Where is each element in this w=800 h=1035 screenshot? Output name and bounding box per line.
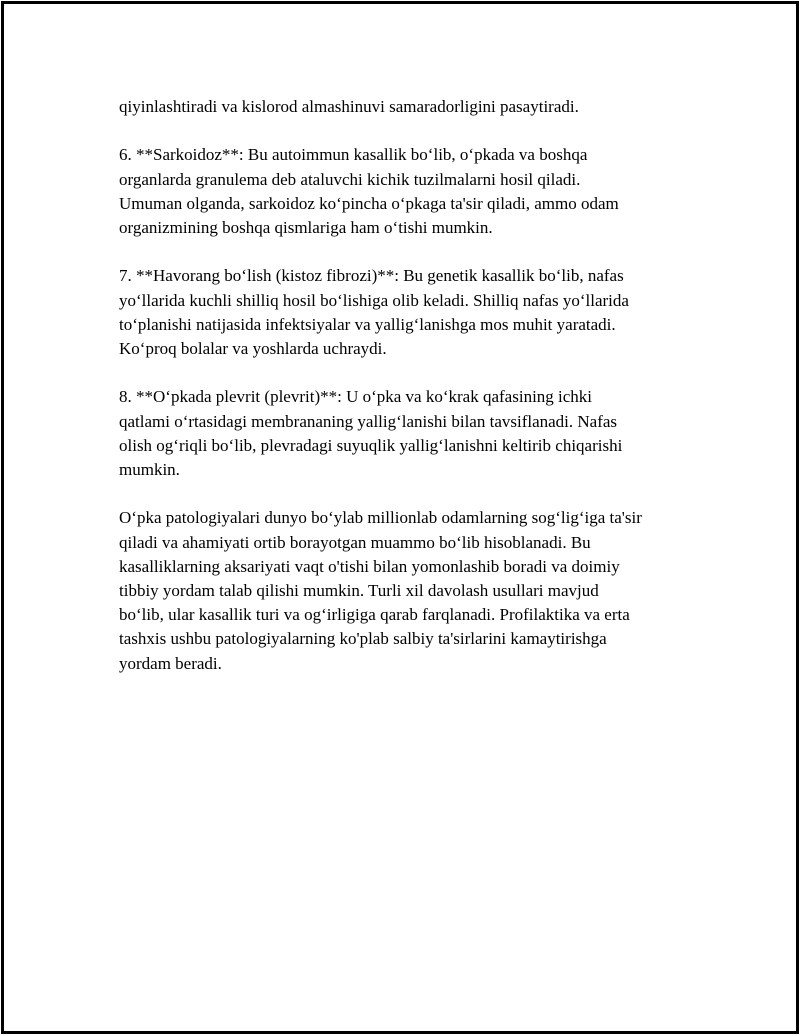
text-line: to‘planishi natijasida infektsiyalar va yallig‘lanishga mos muhit yaratadi. xyxy=(119,314,616,334)
text-line: 6. **Sarkoidoz**: Bu autoimmun kasallik bo‘lib, o‘pkada va boshqa xyxy=(119,145,588,165)
text-line: Ko‘proq bolalar va yoshlarda uchraydi. xyxy=(119,339,387,358)
text-line: tibbiy yordam talab qilishi mumkin. Turli xil davolash usullari mavjud xyxy=(119,581,599,600)
paragraph-plevrit xyxy=(119,385,719,482)
paragraph-spacer xyxy=(119,361,719,385)
text-line: qiladi va ahamiyati ortib borayotgan muammo bo‘lib hisoblanadi. Bu xyxy=(119,532,591,552)
text-line: kasalliklarning aksariyati vaqt o'tishi bilan yomonlashib boradi va doimiy xyxy=(119,556,620,576)
text-line: yo‘llarida kuchli shilliq hosil bo‘lishiga olib keladi. Shilliq nafas yo‘llarida xyxy=(119,290,629,310)
text-line: organizmining boshqa qismlariga ham o‘tishi mumkin. xyxy=(119,218,493,237)
text-line: qiyinlashtiradi va kislorod almashinuvi samaradorligini pasaytiradi. xyxy=(119,97,579,116)
document-page xyxy=(1,1,799,1034)
paragraph-intro-continuation xyxy=(119,95,719,119)
paragraph-sarkoidoz xyxy=(119,143,719,240)
paragraph-conclusion xyxy=(119,506,719,675)
text-line: Umuman olganda, sarkoidoz ko‘pincha o‘pkaga ta'sir qiladi, ammo odam xyxy=(119,193,619,213)
text-line: 8. **O‘pkada plevrit (plevrit)**: U o‘pka va ko‘krak qafasining ichki xyxy=(119,387,593,407)
paragraph-spacer xyxy=(119,119,719,143)
paragraph-kistoz-fibrozi xyxy=(119,264,719,361)
paragraph-spacer xyxy=(119,240,719,264)
text-line: olish og‘riqli bo‘lib, plevradagi suyuqlik yallig‘lanishni keltirib chiqarishi xyxy=(119,435,623,455)
text-line: bo‘lib, ular kasallik turi va og‘irligiga qarab farqlanadi. Profilaktika va erta xyxy=(119,605,630,625)
text-line: 7. **Havorang bo‘lish (kistoz fibrozi)**: Bu genetik kasallik bo‘lib, nafas xyxy=(119,266,624,286)
text-line: yordam beradi. xyxy=(119,653,222,673)
text-line: mumkin. xyxy=(119,460,180,479)
text-line: O‘pka patologiyalari dunyo bo‘ylab millionlab odamlarning sog‘lig‘iga ta'sir xyxy=(119,508,642,528)
paragraph-spacer xyxy=(119,482,719,506)
text-line: tashxis ushbu patologiyalarning ko'plab salbiy ta'sirlarini kamaytirishga xyxy=(119,629,607,649)
text-line: organlarda granulema deb ataluvchi kichik tuzilmalarni hosil qiladi. xyxy=(119,169,581,189)
text-line: qatlami o‘rtasidagi membrananing yallig‘lanishi bilan tavsiflanadi. Nafas xyxy=(119,411,618,431)
document-body xyxy=(119,95,719,676)
